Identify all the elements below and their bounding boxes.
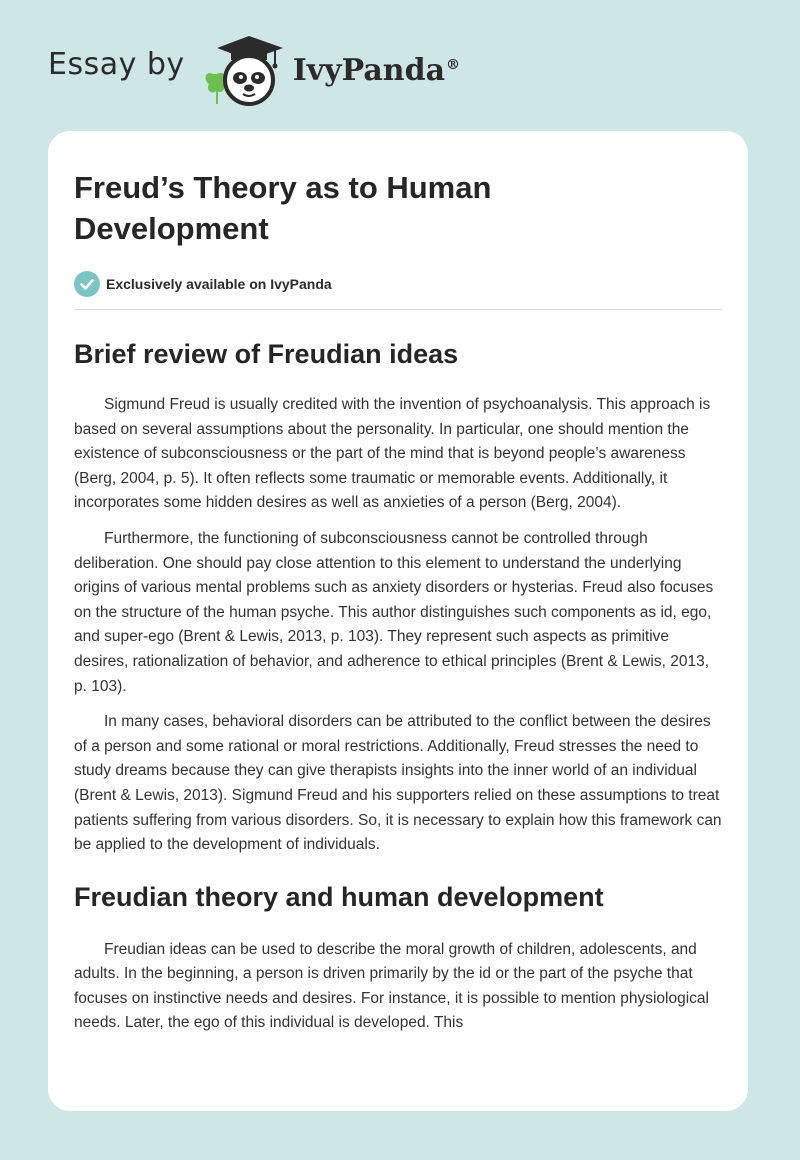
badge-text: Exclusively available on IvyPanda <box>106 276 332 292</box>
section-heading: Freudian theory and human development <box>74 881 604 912</box>
section-brief-review <box>74 337 722 858</box>
paragraph: Freudian ideas can be used to describe the moral growth of children, adolescents, and adults. In the beginning, a person is driven primarily by the id or the part of the psyche that focuses on instinctive needs and desires. For instance, it is possible to mention physiological needs. Later, the ego of this individual is developed. This <box>74 940 709 1032</box>
site-header <box>48 30 460 110</box>
page-title: Freud’s Theory as to Human Development <box>74 170 492 246</box>
paragraph: Furthermore, the functioning of subconsciousness cannot be controlled through deliberation. One should pay close attention to this element to understand the underlying origins of various mental problems such as anxiety disorders or hysterias. Freud also focuses on the structure of the human psyche. This author distinguishes such components as id, ego, and super-ego (Brent & Lewis, 2013, p. 103). They represent such aspects as primitive desires, rationalization of behavior, and adherence to ethical principles (Brent & Lewis, 2013, p. 103). <box>74 529 714 695</box>
section-heading: Brief review of Freudian ideas <box>74 339 459 369</box>
panda-logo-icon[interactable] <box>201 30 287 110</box>
brand-prefix: Essay by <box>48 46 185 82</box>
divider <box>74 309 722 310</box>
section-human-development <box>74 880 722 1036</box>
paragraph: In many cases, behavioral disorders can be attributed to the conflict between the desires of a person and some rational or moral restrictions. Additionally, Freud stresses the need to study dreams because they can give therapists insights into the inner world of an individual (Brent & Lewis, 2013). Sigmund Freud and his supporters relied on these assumptions to treat patients suffering from various disorders. So, it is necessary to explain how this framework can be applied to the development of individuals. <box>74 713 722 854</box>
paragraph: Sigmund Freud is usually credited with the invention of psychoanalysis. This approach is based on several assumptions about the personality. In particular, one should mention the existence of subconsciousness or the part of the mind that is beyond people’s awareness (Berg, 2004, p. 5). It often reflects some traumatic or memorable events. Additionally, it incorporates some hidden desires as well as anxieties of a person (Berg, 2004). <box>74 396 711 512</box>
ivy-leaf-icon <box>205 73 225 93</box>
article-card <box>48 131 748 1111</box>
exclusive-badge <box>74 271 722 297</box>
brand-name[interactable]: IvyPanda® <box>292 52 461 88</box>
check-circle-icon <box>74 271 100 297</box>
registered-mark: ® <box>446 56 461 73</box>
